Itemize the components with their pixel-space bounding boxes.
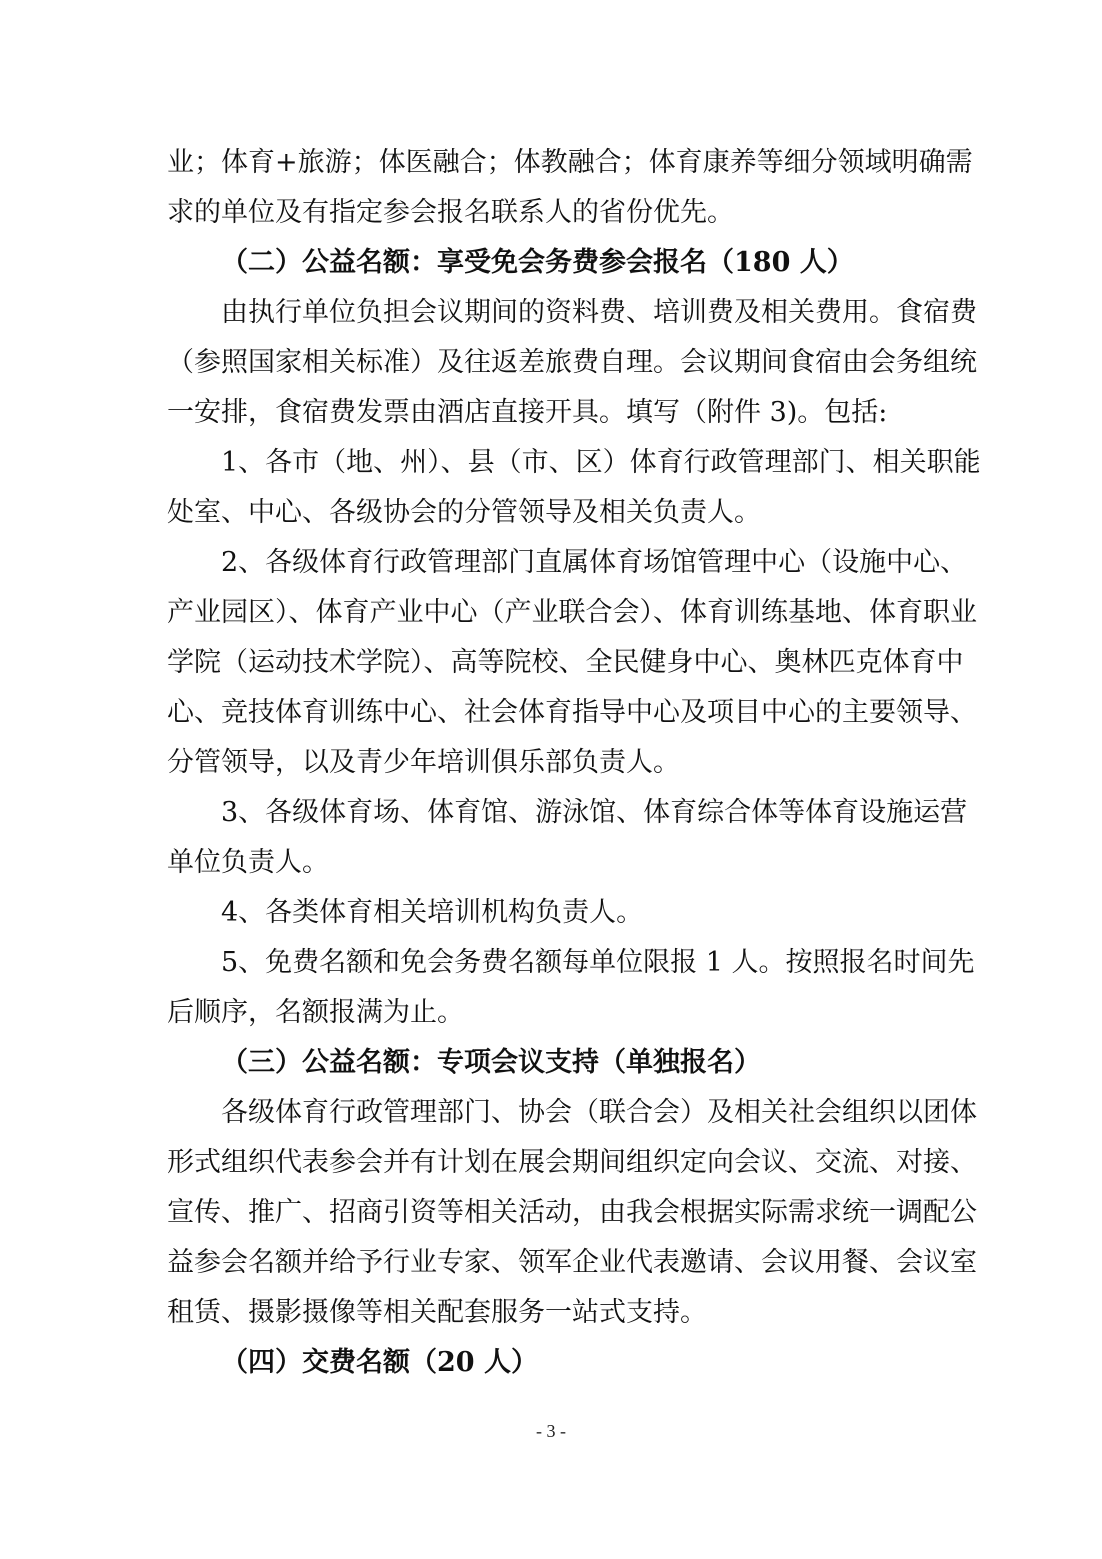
- section-heading: （四）交费名额（20 人）: [221, 1347, 538, 1378]
- text-line: 1、各市（地、州）、县（市、区）体育行政管理部门、相关职能: [221, 447, 981, 478]
- text-line: （参照国家相关标准）及往返差旅费自理。会议期间食宿由会务组统: [167, 347, 977, 378]
- text-line: 学院（运动技术学院）、高等院校、全民健身中心、奥林匹克体育中: [167, 647, 964, 678]
- text-line: 业；体育+旅游；体医融合；体教融合；体育康养等细分领域明确需: [167, 147, 973, 178]
- text-line: 处室、中心、各级协会的分管领导及相关负责人。: [167, 497, 761, 528]
- document-body: [167, 138, 981, 1388]
- text-line: 益参会名额并给予行业专家、领军企业代表邀请、会议用餐、会议室: [167, 1247, 977, 1278]
- text-line: 求的单位及有指定参会报名联系人的省份优先。: [167, 197, 734, 228]
- text-line: 宣传、推广、招商引资等相关活动，由我会根据实际需求统一调配公: [167, 1197, 977, 1228]
- text-line: 单位负责人。: [167, 847, 329, 878]
- text-line: 心、竞技体育训练中心、社会体育指导中心及项目中心的主要领导、: [167, 697, 977, 728]
- page-number: - 3 -: [536, 1421, 566, 1441]
- text-line: 后顺序，名额报满为止。: [167, 997, 464, 1028]
- text-line: 各级体育行政管理部门、协会（联合会）及相关社会组织以团体: [221, 1097, 977, 1128]
- text-line: 5、免费名额和免会务费名额每单位限报 1 人。按照报名时间先: [221, 947, 975, 978]
- section-heading: （二）公益名额：享受免会务费参会报名（180 人）: [221, 247, 854, 278]
- section-heading: （三）公益名额：专项会议支持（单独报名）: [221, 1047, 761, 1078]
- text-line: 2、各级体育行政管理部门直属体育场馆管理中心（设施中心、: [221, 547, 968, 578]
- text-line: 由执行单位负担会议期间的资料费、培训费及相关费用。食宿费: [221, 297, 977, 328]
- text-line: 产业园区）、体育产业中心（产业联合会）、体育训练基地、体育职业: [167, 597, 977, 628]
- text-line: 形式组织代表参会并有计划在展会期间组织定向会议、交流、对接、: [167, 1147, 977, 1178]
- text-line: 一安排，食宿费发票由酒店直接开具。填写（附件 3)。包括:: [167, 397, 888, 428]
- text-line: 分管领导，以及青少年培训俱乐部负责人。: [167, 747, 680, 778]
- text-line: 3、各级体育场、体育馆、游泳馆、体育综合体等体育设施运营: [221, 797, 968, 828]
- text-line: 4、各类体育相关培训机构负责人。: [221, 897, 644, 928]
- text-line: 租赁、摄影摄像等相关配套服务一站式支持。: [167, 1297, 707, 1328]
